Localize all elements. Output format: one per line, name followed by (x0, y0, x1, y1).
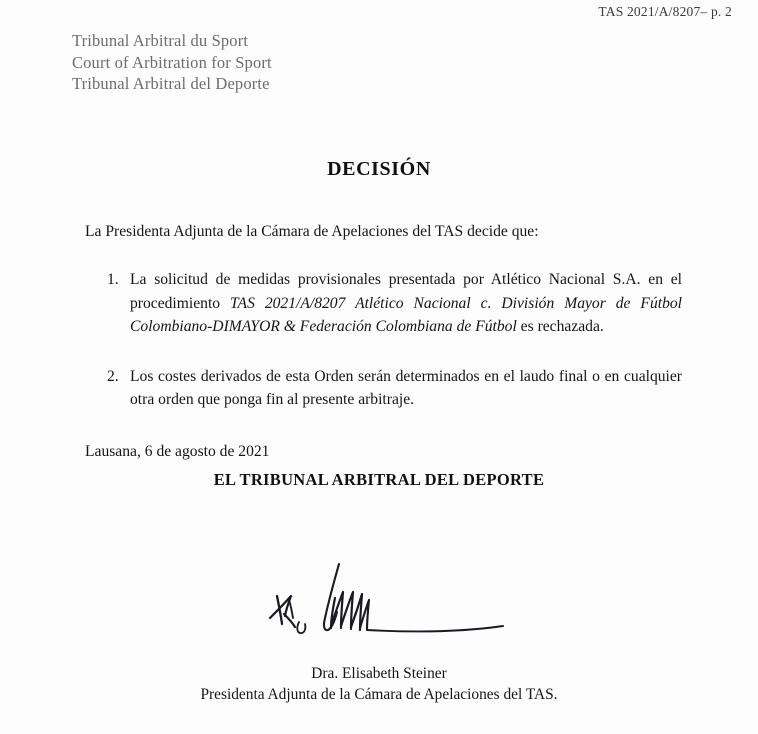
page-title: DECISIÓN (327, 158, 431, 180)
list-item-marker: 1. (107, 271, 119, 288)
document-header (72, 30, 730, 95)
list-item (85, 365, 682, 412)
letterhead-line-es: Tribunal Arbitral del Deporte (72, 74, 270, 93)
signatory-name: Dra. Elisabeth Steiner (311, 665, 447, 682)
list-item-marker: 2. (107, 367, 119, 385)
case-reference: TAS 2021/A/8207– p. 2 (598, 4, 732, 19)
tribunal-name-line: EL TRIBUNAL ARBITRAL DEL DEPORTE (213, 470, 545, 489)
list-item-text-italic: TAS 2021/A/8207 Atlético Nacional c. División Mayor de Fútbol Colombiano-DIMAYOR & Federación Colombiana de Fútbol (130, 294, 683, 335)
list-item-text-roman-trailing: es rechazada. (516, 318, 604, 335)
intro-paragraph: La Presidenta Adjunta de la Cámara de Apelaciones del TAS decide que: (85, 223, 539, 240)
signature-area (0, 552, 758, 657)
place-and-date: Lausana, 6 de agosto de 2021 (85, 442, 270, 460)
signatory-role: Presidenta Adjunta de la Cámara de Apelaciones del TAS. (200, 686, 558, 703)
signature-block (0, 663, 758, 705)
handwritten-signature-icon (255, 552, 525, 657)
letterhead (72, 30, 730, 95)
list-item-text-roman-leading: La solicitud de medidas provisionales presentada por Atlético Nacional S.A. en el procedimiento (130, 271, 682, 312)
decision-list (85, 268, 682, 412)
document-body (85, 222, 682, 462)
list-item-text-roman-leading: Los costes derivados de esta Orden serán determinados en el laudo final o en cualquier otra orden que ponga fin al presente arbitraje. (130, 367, 682, 408)
list-item (85, 268, 682, 339)
letterhead-line-en: Court of Arbitration for Sport (72, 52, 272, 72)
letterhead-line-fr: Tribunal Arbitral du Sport (72, 31, 249, 50)
